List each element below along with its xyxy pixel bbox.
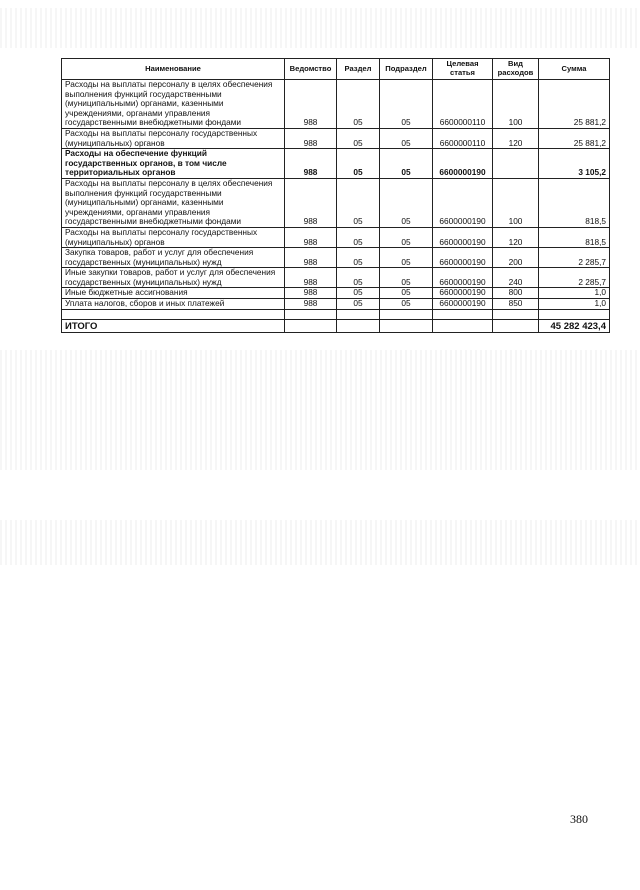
cell-amount: 818,5: [539, 227, 610, 247]
scan-artifact-lower: [0, 520, 640, 565]
cell-name: Расходы на выплаты персоналу в целях обеспечения выполнения функций государственными (муниципальными) органами, казенными учреждениями, органами управления государственными внебюджетными фондами: [62, 178, 285, 227]
table-row: [62, 80, 610, 129]
cell-target-article: 6600000190: [433, 268, 493, 288]
cell-subsection: 05: [380, 268, 433, 288]
cell-name: Расходы на выплаты персоналу государственных (муниципальных) органов: [62, 227, 285, 247]
table-row: [62, 299, 610, 310]
cell-target-article: 6600000190: [433, 248, 493, 268]
table-row: [62, 268, 610, 288]
cell-amount: 1,0: [539, 299, 610, 310]
cell-section: 05: [337, 248, 380, 268]
header-expense-type: Вид расходов: [493, 59, 539, 80]
cell-expense-type: [493, 149, 539, 179]
cell-subsection: 05: [380, 299, 433, 310]
header-amount: Сумма: [539, 59, 610, 80]
cell-section: 05: [337, 227, 380, 247]
cell-target-article: 6600000110: [433, 80, 493, 129]
budget-table: [61, 58, 610, 333]
cell-subsection: 05: [380, 227, 433, 247]
table-body: [62, 80, 610, 310]
cell-name: Расходы на выплаты персоналу в целях обеспечения выполнения функций государственными (муниципальными) органами, казенными учреждениями, органами управления государственными внебюджетными фондами: [62, 80, 285, 129]
cell-target-article: 6600000190: [433, 227, 493, 247]
cell-section: 05: [337, 149, 380, 179]
cell-subsection: 05: [380, 128, 433, 148]
cell-target-article: 6600000190: [433, 288, 493, 299]
cell-section: 05: [337, 268, 380, 288]
table-row: [62, 227, 610, 247]
table-row: [62, 178, 610, 227]
cell-section: 05: [337, 128, 380, 148]
cell-amount: 25 881,2: [539, 128, 610, 148]
cell-department: 988: [285, 128, 337, 148]
cell-department: 988: [285, 149, 337, 179]
cell-name: Закупка товаров, работ и услуг для обеспечения государственных (муниципальных) нужд: [62, 248, 285, 268]
total-label: ИТОГО: [62, 319, 285, 332]
page-number: 380: [570, 812, 588, 826]
cell-expense-type: 800: [493, 288, 539, 299]
cell-subsection: 05: [380, 288, 433, 299]
cell-expense-type: 100: [493, 178, 539, 227]
cell-amount: 3 105,2: [539, 149, 610, 179]
header-section: Раздел: [337, 59, 380, 80]
cell-department: 988: [285, 227, 337, 247]
cell-subsection: 05: [380, 178, 433, 227]
cell-target-article: 6600000110: [433, 128, 493, 148]
cell-department: 988: [285, 288, 337, 299]
cell-section: 05: [337, 80, 380, 129]
header-name: Наименование: [62, 59, 285, 80]
table-row: [62, 288, 610, 299]
scan-artifact-middle: [0, 350, 640, 470]
cell-amount: 818,5: [539, 178, 610, 227]
cell-department: 988: [285, 268, 337, 288]
header-target-article: Целевая статья: [433, 59, 493, 80]
cell-department: 988: [285, 80, 337, 129]
cell-name: Расходы на выплаты персоналу государственных (муниципальных) органов: [62, 128, 285, 148]
cell-expense-type: 200: [493, 248, 539, 268]
cell-expense-type: 240: [493, 268, 539, 288]
scan-artifact-top: [0, 8, 640, 48]
cell-section: 05: [337, 178, 380, 227]
cell-subsection: 05: [380, 80, 433, 129]
table-total-row: [62, 319, 610, 332]
cell-name: Расходы на обеспечение функций государственных органов, в том числе территориальных органов: [62, 149, 285, 179]
cell-department: 988: [285, 178, 337, 227]
cell-section: 05: [337, 299, 380, 310]
cell-expense-type: 120: [493, 128, 539, 148]
total-amount: 45 282 423,4: [539, 319, 610, 332]
cell-amount: 2 285,7: [539, 248, 610, 268]
cell-expense-type: 120: [493, 227, 539, 247]
cell-expense-type: 850: [493, 299, 539, 310]
header-subsection: Подраздел: [380, 59, 433, 80]
cell-name: Уплата налогов, сборов и иных платежей: [62, 299, 285, 310]
table-row: [62, 149, 610, 179]
cell-subsection: 05: [380, 248, 433, 268]
cell-amount: 2 285,7: [539, 268, 610, 288]
cell-name: Иные бюджетные ассигнования: [62, 288, 285, 299]
cell-name: Иные закупки товаров, работ и услуг для обеспечения государственных (муниципальных) нужд: [62, 268, 285, 288]
table-spacer-row: [62, 309, 610, 319]
table-row: [62, 248, 610, 268]
cell-department: 988: [285, 299, 337, 310]
table-header-row: [62, 59, 610, 80]
cell-expense-type: 100: [493, 80, 539, 129]
cell-section: 05: [337, 288, 380, 299]
header-department: Ведомство: [285, 59, 337, 80]
cell-department: 988: [285, 248, 337, 268]
cell-target-article: 6600000190: [433, 299, 493, 310]
cell-target-article: 6600000190: [433, 149, 493, 179]
cell-subsection: 05: [380, 149, 433, 179]
table-row: [62, 128, 610, 148]
cell-amount: 1,0: [539, 288, 610, 299]
cell-target-article: 6600000190: [433, 178, 493, 227]
cell-amount: 25 881,2: [539, 80, 610, 129]
